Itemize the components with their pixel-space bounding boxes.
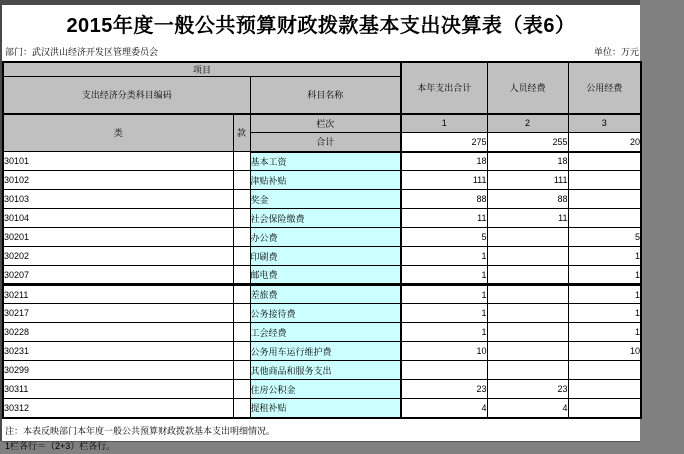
public-value-cell — [568, 152, 641, 171]
personnel-value-cell — [487, 304, 568, 323]
subject-name-cell: 提租补贴 — [250, 399, 401, 418]
subject-name-cell: 工会经费 — [250, 323, 401, 342]
subject-code-cell: 30311 — [3, 380, 233, 399]
project-header-cell: 项目 — [3, 62, 401, 77]
document-sheet — [2, 5, 640, 451]
subject-code-cell: 30103 — [3, 190, 233, 209]
subject-name-cell: 社会保险缴费 — [250, 209, 401, 228]
table-row — [3, 323, 641, 342]
col-number-2: 2 — [487, 114, 568, 133]
public-value-cell: 1 — [568, 285, 641, 304]
public-value-cell — [568, 361, 641, 380]
section-empty-cell — [233, 209, 250, 228]
header-row-lanci — [3, 114, 641, 133]
subject-name-cell: 办公费 — [250, 228, 401, 247]
total-personnel-cell: 255 — [487, 133, 568, 152]
subject-name-cell: 基本工资 — [250, 152, 401, 171]
table-row — [3, 190, 641, 209]
unit-label: 单位：万元 — [593, 47, 639, 57]
personnel-value-cell — [487, 361, 568, 380]
table-row — [3, 266, 641, 285]
total-value-cell: 10 — [401, 342, 487, 361]
subject-name-cell: 公务用车运行维护费 — [250, 342, 401, 361]
table-row — [3, 304, 641, 323]
total-value-cell: 1 — [401, 323, 487, 342]
subject-name-cell: 印刷费 — [250, 247, 401, 266]
header-row-project — [3, 62, 641, 77]
table-row — [3, 399, 641, 418]
subject-name-cell: 差旅费 — [250, 285, 401, 304]
public-value-cell — [568, 171, 641, 190]
total-value-cell: 1 — [401, 247, 487, 266]
total-public-cell: 20 — [568, 133, 641, 152]
subject-code-cell: 30102 — [3, 171, 233, 190]
section-empty-cell — [233, 228, 250, 247]
subject-code-cell: 30228 — [3, 323, 233, 342]
personnel-value-cell: 23 — [487, 380, 568, 399]
col-header-personnel: 人员经费 — [487, 62, 568, 114]
table-row — [3, 361, 641, 380]
table-row — [3, 209, 641, 228]
subject-code-cell: 30202 — [3, 247, 233, 266]
subject-code-cell: 30299 — [3, 361, 233, 380]
subject-name-cell: 其他商品和服务支出 — [250, 361, 401, 380]
total-amount-cell: 275 — [401, 133, 487, 152]
public-value-cell: 10 — [568, 342, 641, 361]
subject-code-cell: 30101 — [3, 152, 233, 171]
personnel-value-cell — [487, 323, 568, 342]
subject-code-cell: 30231 — [3, 342, 233, 361]
personnel-value-cell: 11 — [487, 209, 568, 228]
public-value-cell — [568, 380, 641, 399]
col-header-total: 本年支出合计 — [401, 62, 487, 114]
subject-code-cell: 30201 — [3, 228, 233, 247]
personnel-value-cell: 4 — [487, 399, 568, 418]
section-header-cell: 款 — [233, 114, 250, 152]
personnel-value-cell — [487, 247, 568, 266]
table-row — [3, 247, 641, 266]
personnel-value-cell — [487, 266, 568, 285]
total-value-cell — [401, 361, 487, 380]
lanci-header-cell: 栏次 — [250, 114, 401, 133]
table-row — [3, 380, 641, 399]
subject-code-cell: 30217 — [3, 304, 233, 323]
public-value-cell: 1 — [568, 247, 641, 266]
footnotes — [2, 424, 640, 454]
total-value-cell: 5 — [401, 228, 487, 247]
total-value-cell: 1 — [401, 285, 487, 304]
footnote-line-1: 注：本表反映部门本年度一般公共预算财政拨款基本支出明细情况。 — [5, 425, 276, 436]
public-value-cell — [568, 190, 641, 209]
section-empty-cell — [233, 171, 250, 190]
subject-code-cell: 30211 — [3, 285, 233, 304]
section-empty-cell — [233, 342, 250, 361]
meta-row — [5, 45, 639, 58]
subject-name-cell: 奖金 — [250, 190, 401, 209]
personnel-value-cell: 18 — [487, 152, 568, 171]
budget-table — [2, 61, 642, 419]
public-value-cell — [568, 209, 641, 228]
total-value-cell: 88 — [401, 190, 487, 209]
table-row — [3, 342, 641, 361]
public-value-cell: 1 — [568, 266, 641, 285]
table-row — [3, 285, 641, 304]
footnote-line-2: 1栏各行＝（2+3）栏各行。 — [5, 440, 116, 451]
total-value-cell: 4 — [401, 399, 487, 418]
col-number-3: 3 — [568, 114, 641, 133]
subject-name-cell: 住房公积金 — [250, 380, 401, 399]
subject-name-cell: 邮电费 — [250, 266, 401, 285]
total-value-cell: 1 — [401, 304, 487, 323]
table-row — [3, 228, 641, 247]
col-number-1: 1 — [401, 114, 487, 133]
section-empty-cell — [233, 304, 250, 323]
section-empty-cell — [233, 323, 250, 342]
col-header-public: 公用经费 — [568, 62, 641, 114]
personnel-value-cell — [487, 342, 568, 361]
subject-name-cell: 津贴补贴 — [250, 171, 401, 190]
class-header-cell: 类 — [3, 114, 233, 152]
total-value-cell: 18 — [401, 152, 487, 171]
personnel-value-cell — [487, 285, 568, 304]
page-title: 2015年度一般公共预算财政拨款基本支出决算表（表6） — [66, 15, 576, 37]
personnel-value-cell — [487, 228, 568, 247]
table-row — [3, 152, 641, 171]
section-empty-cell — [233, 266, 250, 285]
public-value-cell: 1 — [568, 304, 641, 323]
personnel-value-cell: 88 — [487, 190, 568, 209]
subject-name-header-cell: 科目名称 — [250, 77, 401, 114]
section-empty-cell — [233, 190, 250, 209]
total-value-cell: 1 — [401, 266, 487, 285]
section-empty-cell — [233, 247, 250, 266]
subject-name-cell: 公务接待费 — [250, 304, 401, 323]
subject-code-cell: 30207 — [3, 266, 233, 285]
section-empty-cell — [233, 380, 250, 399]
subject-code-cell: 30312 — [3, 399, 233, 418]
public-value-cell: 5 — [568, 228, 641, 247]
total-value-cell: 111 — [401, 171, 487, 190]
table-row — [3, 171, 641, 190]
total-label-cell: 合计 — [250, 133, 401, 152]
department-label: 部门：武汉洪山经济开发区管理委员会 — [5, 47, 159, 57]
section-empty-cell — [233, 399, 250, 418]
public-value-cell: 1 — [568, 323, 641, 342]
subject-code-cell: 30104 — [3, 209, 233, 228]
section-empty-cell — [233, 285, 250, 304]
section-empty-cell — [233, 361, 250, 380]
total-value-cell: 23 — [401, 380, 487, 399]
section-empty-cell — [233, 152, 250, 171]
code-header-cell: 支出经济分类科目编码 — [3, 77, 250, 114]
personnel-value-cell: 111 — [487, 171, 568, 190]
public-value-cell — [568, 399, 641, 418]
total-value-cell: 11 — [401, 209, 487, 228]
